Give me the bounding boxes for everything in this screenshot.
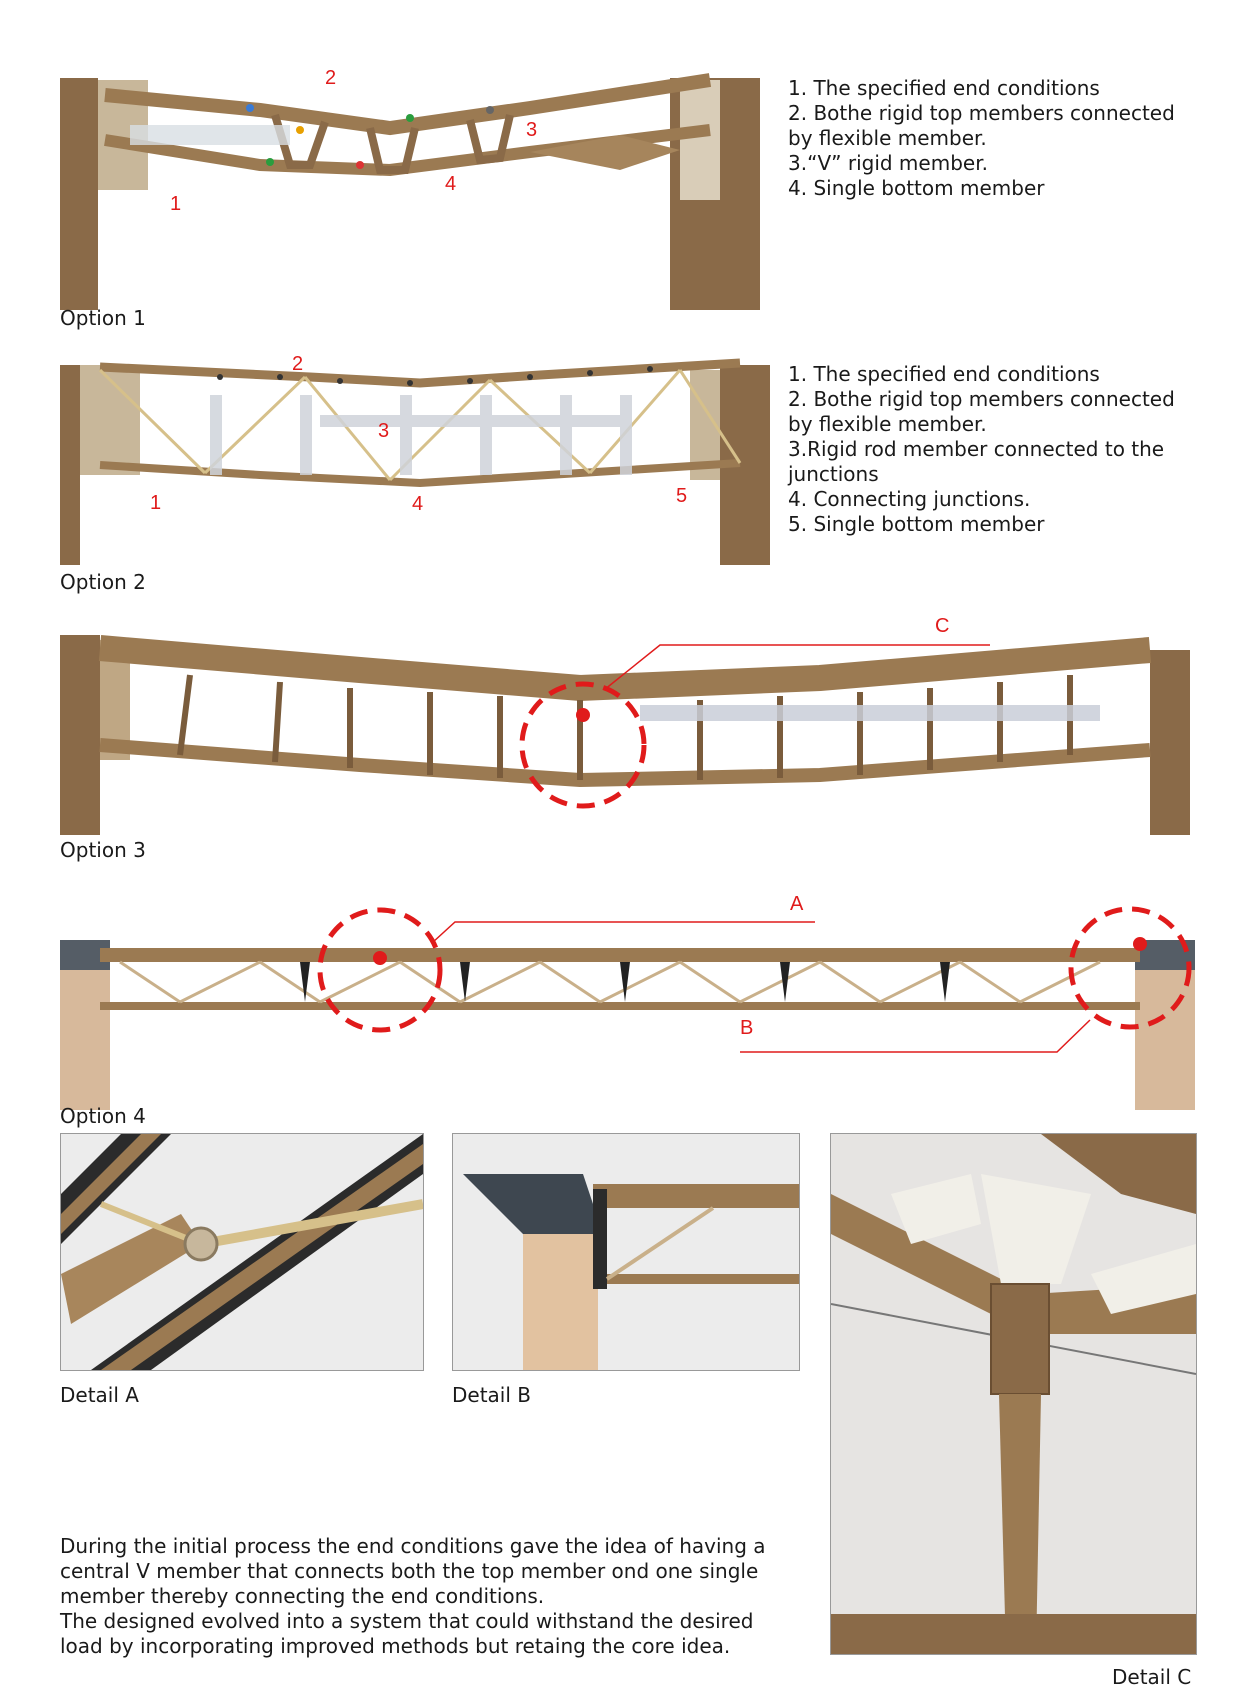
option3-caption: Option 3 xyxy=(60,838,146,862)
option2-marker-2: 2 xyxy=(292,355,304,375)
option2-marker-1: 1 xyxy=(150,492,162,514)
detail-b-photo xyxy=(452,1133,800,1371)
option4-callout-a-line xyxy=(432,922,815,943)
option4-callout-a-circle xyxy=(320,910,440,1030)
option1-caption: Option 1 xyxy=(60,306,146,330)
option4-callout-b-circle xyxy=(1071,909,1189,1027)
option3-callout-label: C xyxy=(935,615,950,637)
option4-callout-a-dot xyxy=(373,951,387,965)
detail-a-photo xyxy=(60,1133,424,1371)
option1-marker-3: 3 xyxy=(526,119,538,141)
detail-b-caption: Detail B xyxy=(452,1383,531,1407)
option1-note: by flexible member. xyxy=(788,126,987,150)
option2-note: by flexible member. xyxy=(788,412,987,436)
description-paragraph xyxy=(60,1534,766,1659)
option2-note: 1. The specified end conditions xyxy=(788,362,1100,386)
option2-caption: Option 2 xyxy=(60,570,146,594)
paragraph-line: central V member that connects both the top member ond one single xyxy=(60,1559,759,1583)
option2-note: 3.Rigid rod member connected to the xyxy=(788,437,1165,461)
option4-caption: Option 4 xyxy=(60,1104,146,1128)
option1-marker-2: 2 xyxy=(325,70,337,89)
option2-note: 4. Connecting junctions. xyxy=(788,487,1031,511)
option2-marker-3: 3 xyxy=(378,420,390,442)
option1-marker-4: 4 xyxy=(445,173,457,195)
option2-marker-4: 4 xyxy=(412,493,424,515)
option2-note: 5. Single bottom member xyxy=(788,512,1045,536)
option4-callout-b-dot xyxy=(1133,937,1147,951)
paragraph-line: The designed evolved into a system that could withstand the desired xyxy=(60,1609,754,1633)
option2-note: junctions xyxy=(788,462,879,486)
detail-b-drawing xyxy=(453,1134,799,1370)
option1-note: 3.“V” rigid member. xyxy=(788,151,988,175)
paragraph-line: During the initial process the end conditions gave the idea of having a xyxy=(60,1534,766,1558)
option2-note: 2. Bothe rigid top members connected xyxy=(788,387,1175,411)
paragraph-line: member thereby connecting the end conditions. xyxy=(60,1584,545,1608)
detail-a-caption: Detail A xyxy=(60,1383,139,1407)
option1-note: 2. Bothe rigid top members connected xyxy=(788,101,1175,125)
detail-c-drawing xyxy=(831,1134,1196,1654)
option4-callout-a-label: A xyxy=(790,893,804,915)
option2-marker-5: 5 xyxy=(676,485,688,507)
option4-callout-b-line xyxy=(740,1020,1090,1052)
detail-a-drawing xyxy=(61,1134,423,1370)
option4-callout-b-label: B xyxy=(740,1017,754,1039)
option1-marker-1: 1 xyxy=(170,193,182,215)
option1-note: 4. Single bottom member xyxy=(788,176,1045,200)
paragraph-line: load by incorporating improved methods but retaing the core idea. xyxy=(60,1634,731,1658)
detail-c-photo xyxy=(830,1133,1197,1655)
detail-c-caption: Detail C xyxy=(1112,1665,1192,1689)
option1-note: 1. The specified end conditions xyxy=(788,76,1100,100)
